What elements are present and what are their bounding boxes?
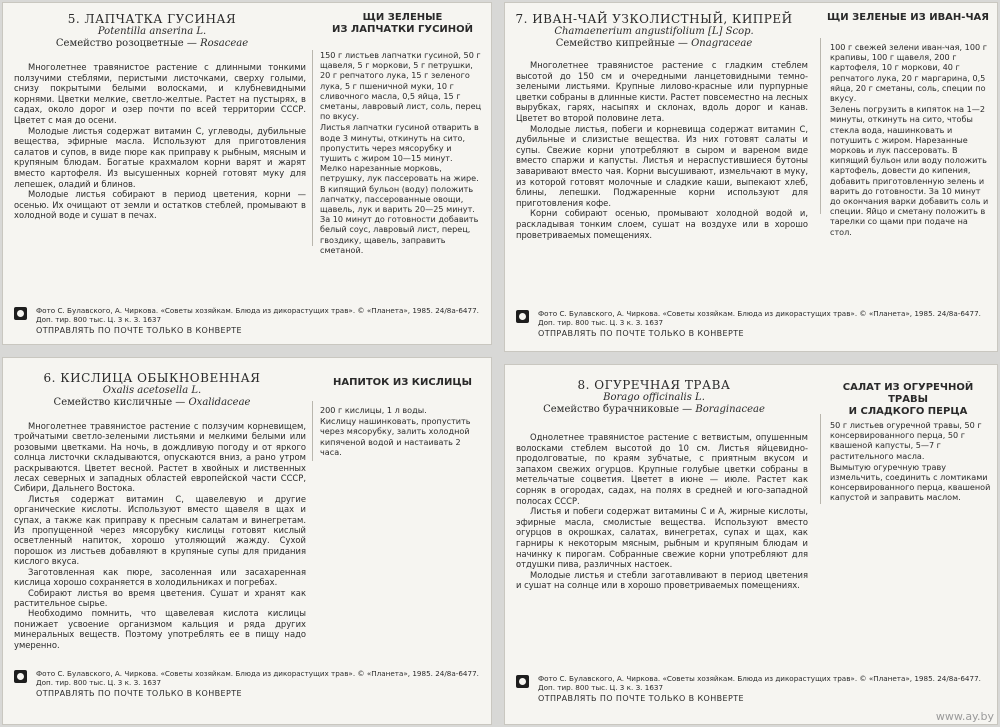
family-prefix: Семейство бурачниковые — xyxy=(543,404,696,415)
plant-family xyxy=(504,38,804,50)
latin-name: Potentilla anserina L. xyxy=(97,26,207,37)
family-latin: Oxalidaceae xyxy=(188,397,251,408)
column-divider xyxy=(312,50,313,246)
family-latin: Boraginaceae xyxy=(695,404,765,415)
recipe-title: САЛАТ ИЗ ОГУРЕЧНОЙ ТРАВЫ И СЛАДКОГО ПЕРЦА xyxy=(842,382,974,417)
column-divider xyxy=(820,38,821,214)
card-header xyxy=(504,12,804,50)
recipe-ingredients: 50 г листьев огуречной травы, 50 г консервированного перца, 50 г квашеной капусты, 5—7 г растительного масла. xyxy=(830,420,982,461)
description-paragraph: Молодые листья и стебли заготавливают в период цветения и сушат на солнце или в хорошо проветриваемых помещениях. xyxy=(516,569,808,591)
family-prefix: Семейство кисличные — xyxy=(53,397,189,408)
recipe-text xyxy=(320,405,482,458)
column-divider xyxy=(312,401,313,461)
description-paragraph: Листья содержат витамин С, щавелевую и другие органические кислоты. Используют вместо щавеля в щах и супах, а также как приправу к пресным салатам и винегретам. Из пропущенной через мясорубку кислицы готовят кислый осветленный напиток, хорошо утоляющий жажду. Сухой порошок из листьев добавляют в крупяные супы для придания кислого вкуса. xyxy=(14,493,306,567)
postcard-ivan-chai xyxy=(504,2,998,352)
description-paragraph: Однолетнее травянистое растение с ветвистым, опушенным волосками стеблем высотой до 10 см. Листья яйцевидно-продолговатые, по краям зубчатые, с приятным вкусом и запахом свежих огурцов. Крупные голубые цветки собраны в метельчатые соцветия. Цветет в июне — июле. Растет как сорняк в огородах, садах, на полях в средней и юго-западной полосах СССР. xyxy=(516,432,808,506)
latin-name: Chamaenerium angustifolium [L] Scop. xyxy=(554,26,754,37)
description-paragraph: Необходимо помнить, что щавелевая кислота кислицы понижает усвоение организмом кальция и ряда других минеральных веществ. Поэтому употреблять ее в пищу надо умеренно. xyxy=(14,608,306,650)
print-info: Доп. тир. 800 тыс. Ц. 3 к. З. 1637 xyxy=(538,318,664,327)
description-paragraph: Многолетнее травянистое растение с ползучим корневищем, тройчатыми светло-зелеными листьями и мелкими белыми или розовыми цветками. На ночь, в дождливую погоду и от яркого солнца листочки складываются, опускаются вниз, а рано утром раскрываются. Цветет весной. Растет в хвойных и лиственных лесах северных и западных областей европейской части СССР, Сибири, Дальнего Востока. xyxy=(14,421,306,494)
publisher-logo-icon xyxy=(14,670,27,683)
description-paragraph: Собирают листья во время цветения. Сушат и хранят как растительное сырье. xyxy=(14,587,306,608)
plant-title: 8. ОГУРЕЧНАЯ ТРАВА xyxy=(577,378,731,392)
print-info: Доп. тир. 800 тыс. Ц. 3 к. З. 1637 xyxy=(538,683,664,692)
description-paragraph: Молодые листья содержат витамин С, углеводы, дубильные вещества, эфирные масла. Используют для приготовления салатов и супов, в виде пюре как приправу к рыбным, мясным и крупяным блюдам. Богатые крахмалом корни варят и жарят вместо картофеля. Из высушенных корней готовят муку для лепешек, оладий и блинов. xyxy=(14,125,306,189)
recipe-text xyxy=(830,42,992,238)
photo-credit: Фото С. Булавского, А. Чиркова. «Советы хозяйкам. Блюда из дикорастущих трав». © «Планета», 1985. 24/8а-6477. xyxy=(538,309,981,318)
recipe-method: Кислицу нашинковать, пропустить через мясорубку, залить холодной кипяченой водой и настаивать 2 часа. xyxy=(320,416,471,457)
postcard-oxalis xyxy=(2,357,492,725)
plant-description xyxy=(516,432,808,591)
family-prefix: Семейство кипрейные — xyxy=(555,38,692,49)
publisher-logo-icon xyxy=(516,675,529,688)
description-paragraph: Корни собирают осенью, промывают холодной водой и, раскладывая тонким слоем, сушат на воздухе или в хорошо проветриваемых помещениях. xyxy=(516,208,808,240)
plant-title: 7. ИВАН-ЧАЙ УЗКОЛИСТНЫЙ, КИПРЕЙ xyxy=(515,12,793,26)
recipe-title: ЩИ ЗЕЛЕНЫЕ ИЗ ЛАПЧАТКИ ГУСИНОЙ xyxy=(331,12,474,35)
plant-title: 6. КИСЛИЦА ОБЫКНОВЕННАЯ xyxy=(43,371,261,385)
mail-instruction: ОТПРАВЛЯТЬ ПО ПОЧТЕ ТОЛЬКО В КОНВЕРТЕ xyxy=(36,689,242,698)
recipe-method: Листья лапчатки гусиной отварить в воде 3 минуты, откинуть на сито, пропустить через мясорубку и тушить с жиром 10—15 минут. Мелко нарезанные морковь, петрушку, лук пассеровать на жире. В кипящий бульон (воду) положить лапчатку, пассерованные овощи, щавель, лук и варить 20—25 минут. За 10 минут до готовности добавить белый соус, лавровый лист, перец, гвоздику, щавель, заправить сметаной. xyxy=(320,122,479,255)
description-paragraph: Молодые листья, побеги и корневища содержат витамин С, дубильные и слизистые вещества. Из них готовят салаты и супы. Свежие корни употребляют в сыром и вареном виде вместо спаржи и капусты. Листья и нераспустившиеся бутоны заваривают вместо чая. Корни высушивают, измельчают в муку, из которой готовят молочные и сладкие каши, выпекают хлеб, блины, лепешки. Поджаренные корни используют для приготовления кофе. xyxy=(516,123,808,208)
recipe-ingredients: 200 г кислицы, 1 л воды. xyxy=(320,405,427,415)
family-prefix: Семейство розоцветные — xyxy=(55,38,201,49)
postcard-potentilla xyxy=(2,2,492,345)
postcard-borago xyxy=(504,364,998,725)
recipe-title: ЩИ ЗЕЛЕНЫЕ ИЗ ИВАН-ЧАЯ xyxy=(827,12,989,23)
family-latin: Rosaceae xyxy=(200,38,249,49)
recipe-method: Вымытую огуречную траву измельчить, соединить с ломтиками консервированного перца, квашеной капустой и заправить маслом. xyxy=(830,461,991,503)
card-header xyxy=(2,371,302,409)
latin-name: Borago officinalis L. xyxy=(603,392,705,403)
mail-instruction: ОТПРАВЛЯТЬ ПО ПОЧТЕ ТОЛЬКО В КОНВЕРТЕ xyxy=(538,694,744,703)
print-info: Доп. тир. 800 тыс. Ц. 3 к. З. 1637 xyxy=(36,315,162,324)
recipe-ingredients: 100 г свежей зелени иван-чая, 100 г крапивы, 100 г щавеля, 200 г картофеля, 10 г моркови, 40 г репчатого лука, 20 г маргарина, 0,5 яйца, 20 г сметаны, соль, специи по вкусу. xyxy=(830,42,987,104)
latin-name: Oxalis acetosella L. xyxy=(102,385,202,396)
plant-family xyxy=(2,397,302,409)
recipe-text xyxy=(320,50,482,256)
publisher-logo-icon xyxy=(14,307,27,320)
photo-credit: Фото С. Булавского, А. Чиркова. «Советы хозяйкам. Блюда из дикорастущих трав». © «Планета», 1985. 24/8а-6477. xyxy=(36,306,479,315)
card-header xyxy=(504,378,804,416)
mail-instruction: ОТПРАВЛЯТЬ ПО ПОЧТЕ ТОЛЬКО В КОНВЕРТЕ xyxy=(538,329,744,338)
description-paragraph: Многолетнее травянистое растение с длинными тонкими ползучими стеблями, перистыми листочками, сверху голыми, снизу покрытыми белыми волосками, и клубневидными корнями. Цветки мелкие, светло-желтые. Растет на пустырях, в садах, около дорог и озер почти по всей территории СССР. Цветет с мая до осени. xyxy=(14,62,306,125)
card-header xyxy=(2,12,302,50)
photo-credit: Фото С. Булавского, А. Чиркова. «Советы хозяйкам. Блюда из дикорастущих трав». © «Планета», 1985. 24/8а-6477. xyxy=(36,669,479,678)
recipe-title: НАПИТОК ИЗ КИСЛИЦЫ xyxy=(333,377,472,388)
plant-family xyxy=(504,404,804,416)
watermark: www.ay.by xyxy=(935,710,994,723)
photo-credit: Фото С. Булавского, А. Чиркова. «Советы хозяйкам. Блюда из дикорастущих трав». © «Планета», 1985. 24/8а-6477. xyxy=(538,674,981,683)
recipe-method: Зелень погрузить в кипяток на 1—2 минуты, откинуть на сито, чтобы стекла вода, нашинковать и потушить с жиром. Нарезанные морковь и лук пассеровать. В кипящий бульон или воду положить картофель, довести до кипения, добавить приготовленную зелень и варить до готовности. За 10 минут до окончания варки добавить соль и специи. Яйцо и сметану положить в тарелки со щами при подаче на стол. xyxy=(830,104,989,237)
print-info: Доп. тир. 800 тыс. Ц. 3 к. З. 1637 xyxy=(36,678,162,687)
plant-title: 5. ЛАПЧАТКА ГУСИНАЯ xyxy=(67,12,237,26)
publisher-logo-icon xyxy=(516,310,529,323)
plant-description xyxy=(516,60,808,240)
plant-description xyxy=(14,62,306,221)
description-paragraph: Молодые листья собирают в период цветения, корни — осенью. Их очищают от земли и остатков стеблей, промывают в холодной воде и сушат в печах. xyxy=(14,189,306,221)
plant-family xyxy=(2,38,302,50)
recipe-ingredients: 150 г листьев лапчатки гусиной, 50 г щавеля, 5 г моркови, 5 г петрушки, 20 г репчатого лука, 15 г зеленого лука, 5 г пшеничной муки, 10 г сливочного масла, 0,5 яйца, 15 г сметаны, лавровый лист, соль, перец по вкусу. xyxy=(320,50,482,122)
description-paragraph: Многолетнее травянистое растение с гладким стеблем высотой до 150 см и очередными ланцетовидными темно-зелеными листьями. Крупные лилово-красные или пурпурные цветки собраны в длинные кисти. Растет повсеместно на лесных вырубках, гарях, насыпях и склонах, вдоль дорог и канав. Цветет во второй половине лета. xyxy=(516,60,808,123)
recipe-text xyxy=(830,420,992,504)
mail-instruction: ОТПРАВЛЯТЬ ПО ПОЧТЕ ТОЛЬКО В КОНВЕРТЕ xyxy=(36,326,242,335)
description-paragraph: Листья и побеги содержат витамины С и А, жирные кислоты, эфирные масла, смолистые вещества. Используют вместо огурцов в окрошках, салатах, винегретах, супах и щах, как гарниры к некоторым мясным, рыбным и крупяным блюдам и начинку к пирогам. Собранные свежие корни употребляют для отдушки пива, различных настоек. xyxy=(516,506,808,570)
column-divider xyxy=(820,414,821,504)
family-latin: Onagraceae xyxy=(691,38,753,49)
description-paragraph: Заготовленная как пюре, засоленная или засахаренная кислица хорошо сохраняется в холодильниках и погребах. xyxy=(14,566,306,588)
plant-description xyxy=(14,421,306,650)
